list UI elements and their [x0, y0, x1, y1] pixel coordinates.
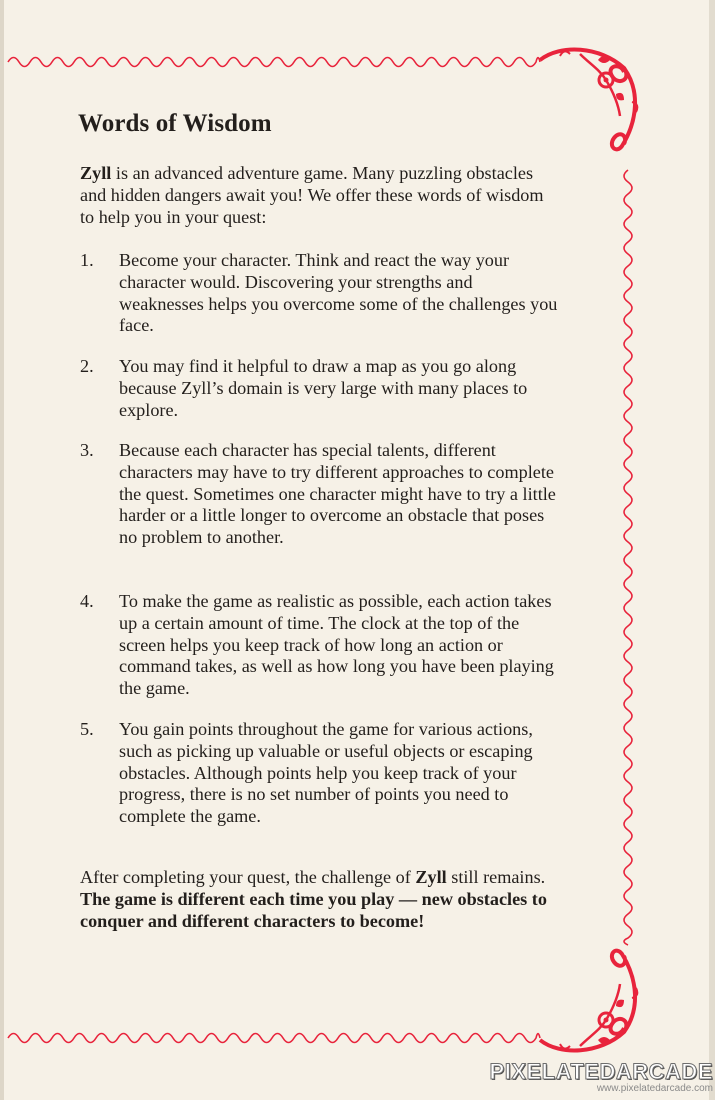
right-wave-border — [624, 170, 632, 945]
closing-bold-text: The game is different each time you play — new obstacles to conquer and different characters to become! — [80, 888, 547, 931]
intro-zyll: Zyll — [80, 163, 112, 183]
watermark-url: www.pixelatedarcade.com — [596, 1083, 713, 1094]
intro-text: is an advanced adventure game. Many puzzling obstacles and hidden dangers await you! We offer these words of wisdom to help you in your quest: — [80, 163, 544, 227]
item-text: You may find it helpful to draw a map as you go along because Zyll’s domain is very large with many places to explore. — [119, 356, 528, 420]
item-text: You gain points throughout the game for various actions, such as picking up valuable or useful objects or escaping obstacles. Although points help you keep track of your progress, there is no set number of points you need to complete the game. — [119, 719, 533, 827]
closing-paragraph — [80, 867, 550, 932]
page-title: Words of Wisdom — [78, 110, 272, 137]
corner-flourish-bottom-right-icon — [540, 951, 637, 1051]
item-number: 5. — [80, 719, 94, 739]
item-number: 2. — [80, 356, 94, 376]
closing-zyll: Zyll — [415, 867, 447, 887]
watermark-brand: PIXELATEDARCADE — [489, 1059, 713, 1084]
closing-text-1: After completing your quest, the challenge of — [80, 867, 416, 887]
bottom-wave-border — [8, 1034, 540, 1043]
item-text: Because each character has special talents, different characters may have to try different approaches to complete the quest. Sometimes one character might have to try a little harder or a little longer to overcome an obstacle that poses no problem to another. — [119, 440, 556, 548]
item-number: 4. — [80, 591, 94, 611]
corner-flourish-top-right-icon — [540, 50, 637, 150]
top-wave-border — [8, 58, 540, 67]
watermark — [490, 1059, 713, 1094]
item-text: Become your character. Think and react the way your character would. Discovering your strengths and weaknesses helps you overcome some of the challenges you face. — [119, 250, 558, 336]
item-number: 3. — [80, 440, 94, 460]
intro-paragraph — [80, 163, 550, 228]
closing-text-2: still remains. — [446, 867, 546, 887]
item-text: To make the game as realistic as possible, each action takes up a certain amount of time. The clock at the top of the screen helps you keep track of how long an action or command takes, as well as how long you have been playing the game. — [119, 591, 554, 699]
item-number: 1. — [80, 250, 94, 270]
